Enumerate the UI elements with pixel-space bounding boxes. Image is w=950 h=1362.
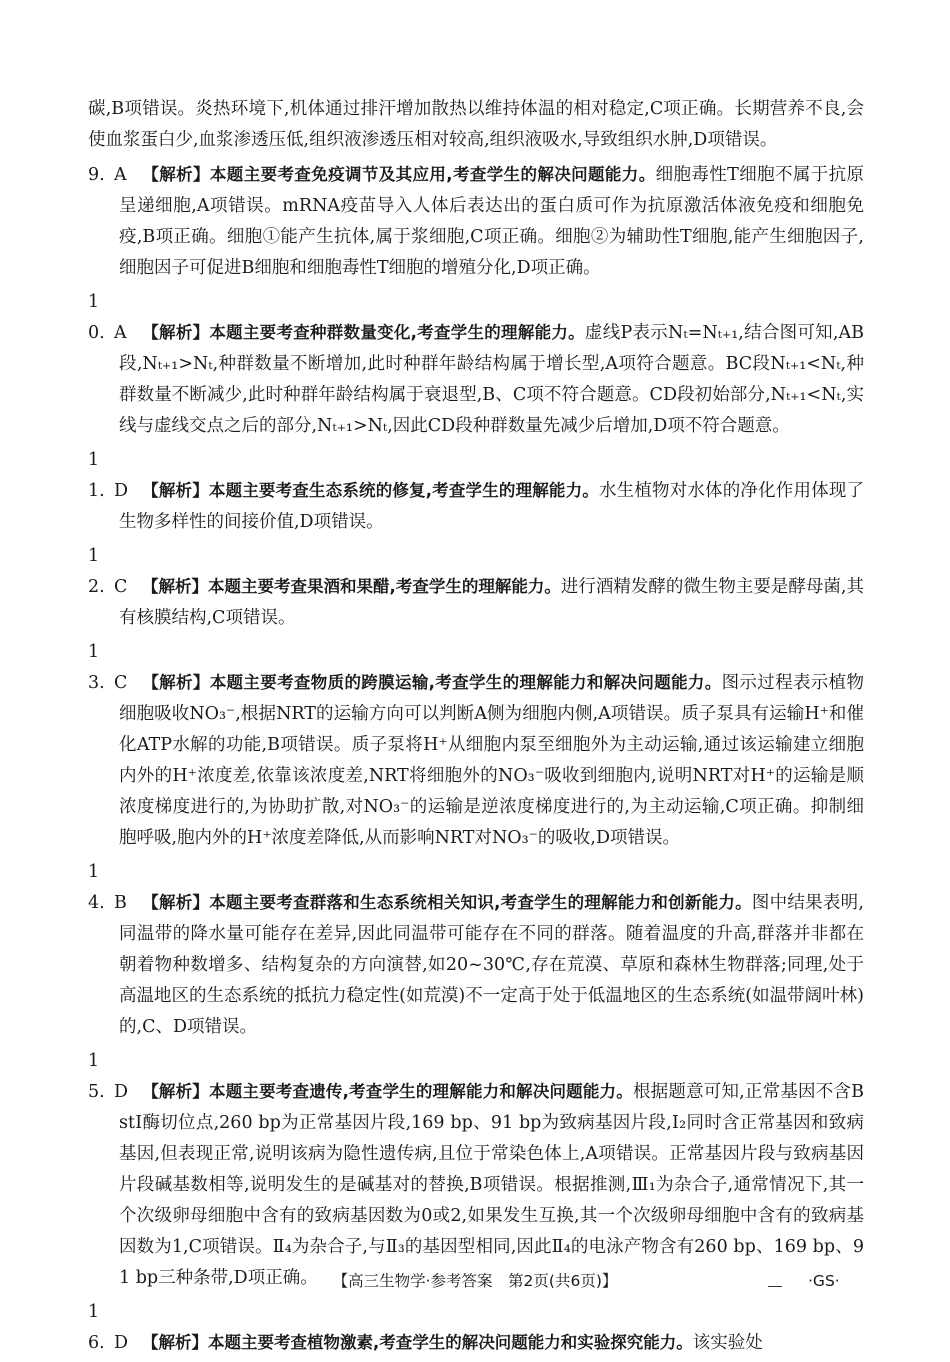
question-number: 11. — [88, 450, 105, 501]
answer-item-16 — [88, 1297, 864, 1359]
answer-item-11 — [88, 445, 864, 538]
continued-explanation: 碳,B项错误。炎热环境下,机体通过排汗增加散热以维持体温的相对稳定,C项正确。长期营养不良,会使血浆蛋白少,血浆渗透压低,组织液渗透压相对较高,组织液吸水,导致组织水肿,D项错误。 — [88, 99, 864, 150]
analysis-heading: 【解析】本题主要考查遗传,考查学生的理解能力和解决问题能力。 — [142, 1082, 633, 1101]
footer-underline-mark — [768, 1268, 782, 1294]
answers-section — [88, 94, 864, 1362]
analysis-text: 进行酒精发酵的微生物主要是酵母菌,其有核膜结构,C项错误。 — [119, 577, 864, 628]
answer-letter: D — [114, 481, 129, 501]
question-number: 16. — [88, 1302, 105, 1353]
answer-item-9 — [88, 159, 864, 284]
analysis-text: 水生植物对水体的净化作用体现了生物多样性的间接价值,D项错误。 — [119, 481, 864, 532]
answer-item-12 — [88, 541, 864, 634]
analysis-heading: 【解析】本题主要考查生态系统的修复,考查学生的理解能力。 — [142, 481, 599, 500]
question-number: 15. — [88, 1051, 105, 1102]
analysis-text: 图中结果表明,同温带的降水量可能存在差异,因此同温带可能存在不同的群落。随着温度的升高,群落并非都在朝着物种数增多、结构复杂的方向演替,如20~30℃,存在荒漠、草原和森林生物群落;同理,处于高温地区的生态系统的抵抗力稳定性(如荒漠)不一定高于处于低温地区的生态系统(如温带阔叶林)的,C、D项错误。 — [119, 893, 864, 1037]
question-number: 10. — [88, 292, 105, 343]
question-number: 12. — [88, 546, 105, 597]
analysis-heading: 【解析】本题主要考查物质的跨膜运输,考查学生的理解能力和解决问题能力。 — [142, 673, 722, 692]
answer-letter: D — [114, 1082, 129, 1102]
answer-letter: C — [114, 673, 128, 693]
answer-letter: B — [114, 893, 127, 913]
analysis-heading: 【解析】本题主要考查植物激素,考查学生的解决问题能力和实验探究能力。 — [142, 1333, 693, 1352]
page-footer — [0, 1268, 950, 1294]
analysis-text: 根据题意可知,正常基因不含BstⅠ酶切位点,260 bp为正常基因片段,169 bp、91 bp为致病基因片段,Ⅰ₂同时含正常基因和致病基因,但表现正常,说明该病为隐性遗传病,且位于常染色体上,A项错误。正常基因片段与致病基因片段碱基数相等,说明发生的是碱基对的替换,B项错误。根据推测,Ⅲ₁为杂合子,通常情况下,其一个次级卵母细胞中含有的致病基因数为0或2,如果发生互换,其一个次级卵母细胞中含有的致病基因数为1,C项错误。Ⅱ₄为杂合子,与Ⅱ₃的基因型相同,因此Ⅱ₄的电泳产物含有260 bp、169 bp、91 bp三种条带,D项正确。 — [119, 1082, 864, 1288]
answer-item-14 — [88, 857, 864, 1043]
analysis-heading: 【解析】本题主要考查果酒和果醋,考查学生的理解能力。 — [142, 577, 561, 596]
analysis-heading: 【解析】本题主要考查群落和生态系统相关知识,考查学生的理解能力和创新能力。 — [142, 893, 752, 912]
footer-page-info: 【高三生物学·参考答案 第2页(共6页)】 — [332, 1272, 618, 1290]
question-number: 14. — [88, 862, 105, 913]
answer-letter: C — [114, 577, 128, 597]
answer-item-15 — [88, 1046, 864, 1294]
analysis-text: 虚线P表示Nₜ=Nₜ₊₁,结合图可知,AB段,Nₜ₊₁>Nₜ,种群数量不断增加,此时种群年龄结构属于增长型,A项符合题意。BC段Nₜ₊₁<Nₜ,种群数量不断减少,此时种群年龄结构属于衰退型,B、C项不符合题意。CD段初始部分,Nₜ₊₁<Nₜ,实线与虚线交点之后的部分,Nₜ₊₁>Nₜ,因此CD段种群数量先减少后增加,D项不符合题意。 — [119, 323, 864, 436]
analysis-text: 该实验处 — [692, 1333, 763, 1353]
analysis-heading: 【解析】本题主要考查种群数量变化,考查学生的理解能力。 — [142, 323, 585, 342]
answer-letter: A — [114, 165, 127, 185]
question-number: 13. — [88, 642, 105, 693]
question-number: 9. — [88, 165, 105, 185]
answer-item-13 — [88, 637, 864, 854]
answer-item-10 — [88, 287, 864, 442]
analysis-text: 细胞毒性T细胞不属于抗原呈递细胞,A项错误。mRNA疫苗导入人体后表达出的蛋白质可作为抗原激活体液免疫和细胞免疫,B项正确。细胞①能产生抗体,属于浆细胞,C项正确。细胞②为辅助性T细胞,能产生细胞因子,细胞因子可促进B细胞和细胞毒性T细胞的增殖分化,D项正确。 — [119, 165, 864, 278]
answer-letter: A — [114, 323, 127, 343]
answer-letter: D — [114, 1333, 129, 1353]
footer-code: ·GS· — [808, 1272, 840, 1290]
analysis-heading: 【解析】本题主要考查免疫调节及其应用,考查学生的解决问题能力。 — [142, 165, 656, 184]
analysis-text: 图示过程表示植物细胞吸收NO₃⁻,根据NRT的运输方向可以判断A侧为细胞内侧,A项错误。质子泵具有运输H⁺和催化ATP水解的功能,B项错误。质子泵将H⁺从细胞内泵至细胞外为主动运输,通过该运输建立细胞内外的H⁺浓度差,依靠该浓度差,NRT将细胞外的NO₃⁻吸收到细胞内,说明NRT对H⁺的运输是顺浓度梯度进行的,为协助扩散,对NO₃⁻的运输是逆浓度梯度进行的,为主动运输,C项正确。抑制细胞呼吸,胞内外的H⁺浓度差降低,从而影响NRT对NO₃⁻的吸收,D项错误。 — [119, 673, 864, 848]
